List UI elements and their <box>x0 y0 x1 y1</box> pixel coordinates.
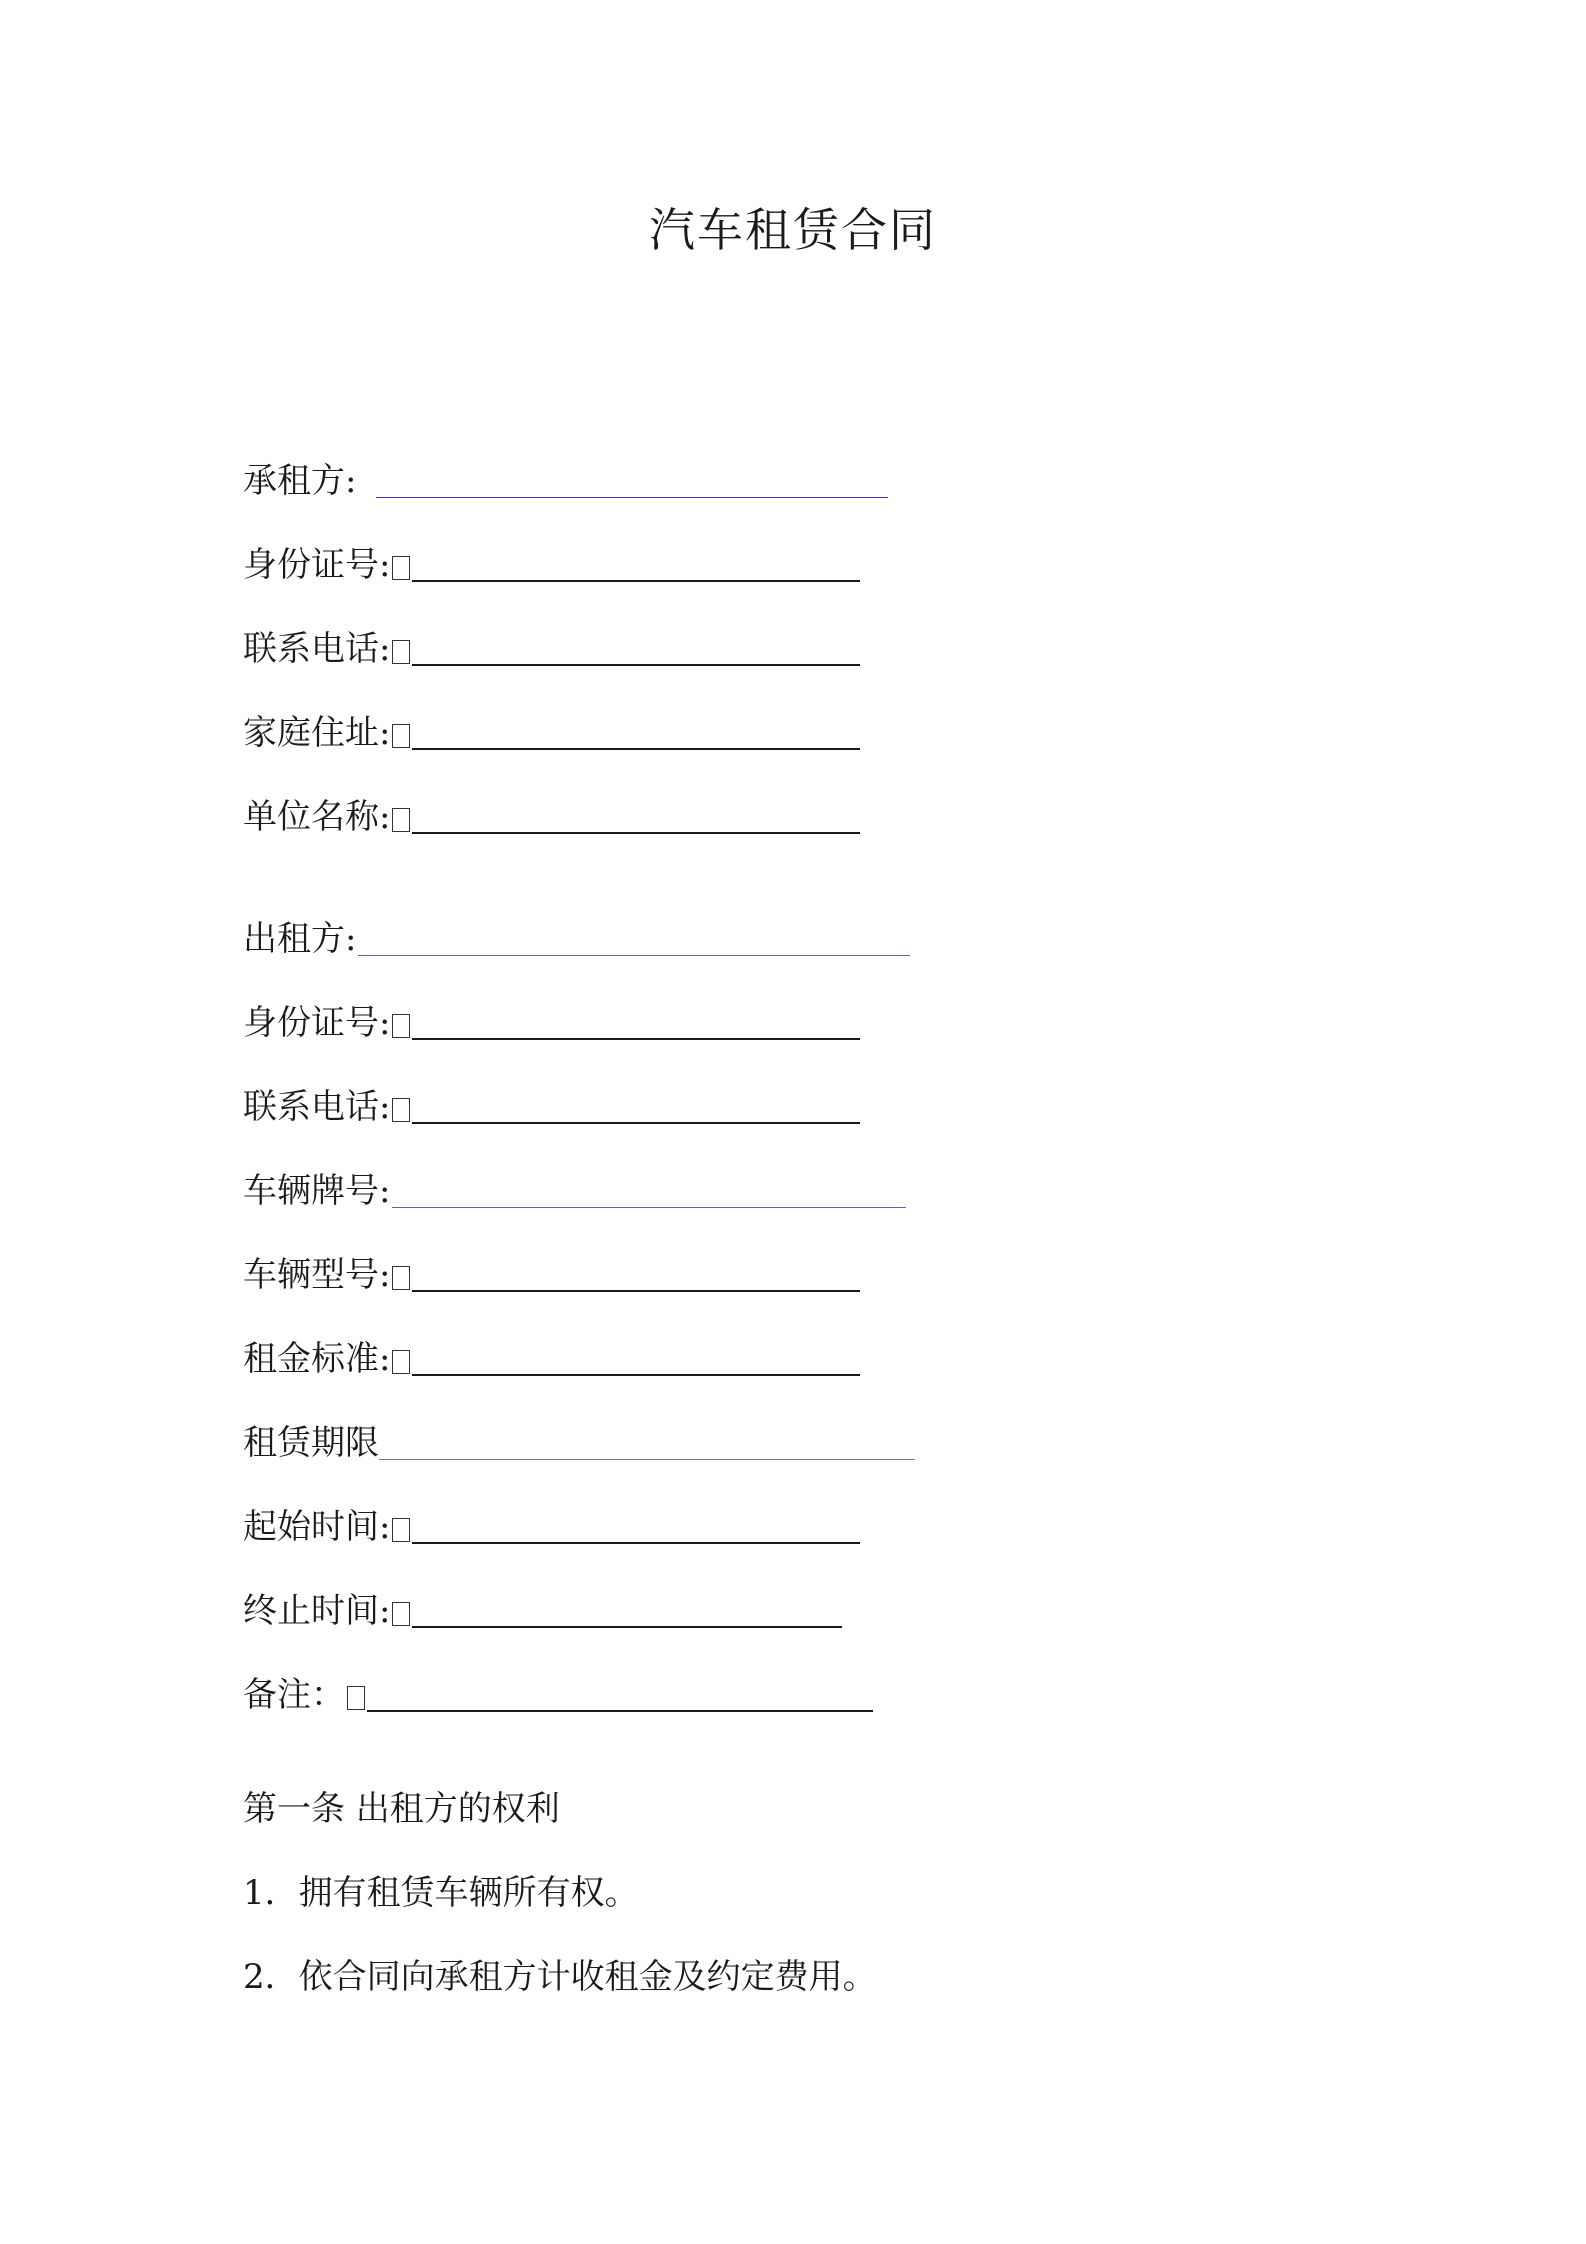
lessee-company-blank[interactable] <box>412 832 860 834</box>
end-time-label: 终止时间: <box>243 1591 391 1631</box>
checkbox-glyph <box>392 1266 410 1290</box>
vehicle-plate-field <box>243 1162 906 1212</box>
lessee-address-field <box>243 704 860 754</box>
vehicle-model-blank[interactable] <box>412 1290 860 1292</box>
checkbox-glyph <box>392 1350 410 1374</box>
checkbox-glyph <box>392 556 410 580</box>
rent-standard-field <box>243 1330 860 1380</box>
checkbox-glyph <box>392 808 410 832</box>
remark-label: 备注： <box>243 1675 345 1715</box>
article-1-heading: 第一条 出租方的权利 <box>243 1789 560 1829</box>
lessee-id-blank[interactable] <box>412 580 860 582</box>
lessee-id-field <box>243 536 860 586</box>
checkbox-glyph <box>392 640 410 664</box>
rent-standard-blank[interactable] <box>412 1374 860 1376</box>
checkbox-glyph <box>392 1602 410 1626</box>
lessee-phone-blank[interactable] <box>412 664 860 666</box>
vehicle-model-label: 车辆型号: <box>243 1255 391 1295</box>
article-1-item-1: 1．拥有租赁车辆所有权。 <box>243 1873 639 1913</box>
lease-term-blank[interactable] <box>379 1459 915 1460</box>
end-time-field <box>243 1582 842 1632</box>
lessor-id-field <box>243 994 860 1044</box>
lease-term-field <box>243 1414 915 1464</box>
end-time-blank[interactable] <box>412 1626 842 1628</box>
vehicle-plate-label: 车辆牌号: <box>243 1171 391 1211</box>
start-time-blank[interactable] <box>412 1542 860 1544</box>
document-title: 汽车租赁合同 <box>649 203 937 257</box>
vehicle-model-field <box>243 1246 860 1296</box>
start-time-field <box>243 1498 860 1548</box>
lessor-id-blank[interactable] <box>412 1038 860 1040</box>
checkbox-glyph <box>347 1686 365 1710</box>
lessor-phone-field <box>243 1078 860 1128</box>
lessee-address-label: 家庭住址: <box>243 713 391 753</box>
remark-field <box>243 1666 873 1716</box>
checkbox-glyph <box>392 1014 410 1038</box>
lessor-name-label: 出租方: <box>243 919 357 959</box>
lessor-name-field <box>243 910 910 960</box>
lessee-company-field <box>243 788 860 838</box>
article-1-item-2: 2．依合同向承租方计收租金及约定费用。 <box>243 1957 877 1997</box>
lessee-phone-label: 联系电话: <box>243 629 391 669</box>
lessee-name-field <box>243 452 888 502</box>
lessor-id-label: 身份证号: <box>243 1003 391 1043</box>
vehicle-plate-blank[interactable] <box>392 1207 906 1208</box>
lessor-phone-label: 联系电话: <box>243 1087 391 1127</box>
lessor-phone-blank[interactable] <box>412 1122 860 1124</box>
rent-standard-label: 租金标准: <box>243 1339 391 1379</box>
lessee-name-blank[interactable] <box>376 497 888 498</box>
lessee-address-blank[interactable] <box>412 748 860 750</box>
checkbox-glyph <box>392 724 410 748</box>
checkbox-glyph <box>392 1098 410 1122</box>
lessee-phone-field <box>243 620 860 670</box>
checkbox-glyph <box>392 1518 410 1542</box>
start-time-label: 起始时间: <box>243 1507 391 1547</box>
lease-term-label: 租赁期限 <box>243 1423 379 1463</box>
lessor-name-blank[interactable] <box>358 955 910 956</box>
remark-blank[interactable] <box>367 1710 873 1712</box>
lessee-name-label: 承租方: <box>243 461 357 501</box>
lessee-company-label: 单位名称: <box>243 797 391 837</box>
lessee-id-label: 身份证号: <box>243 545 391 585</box>
